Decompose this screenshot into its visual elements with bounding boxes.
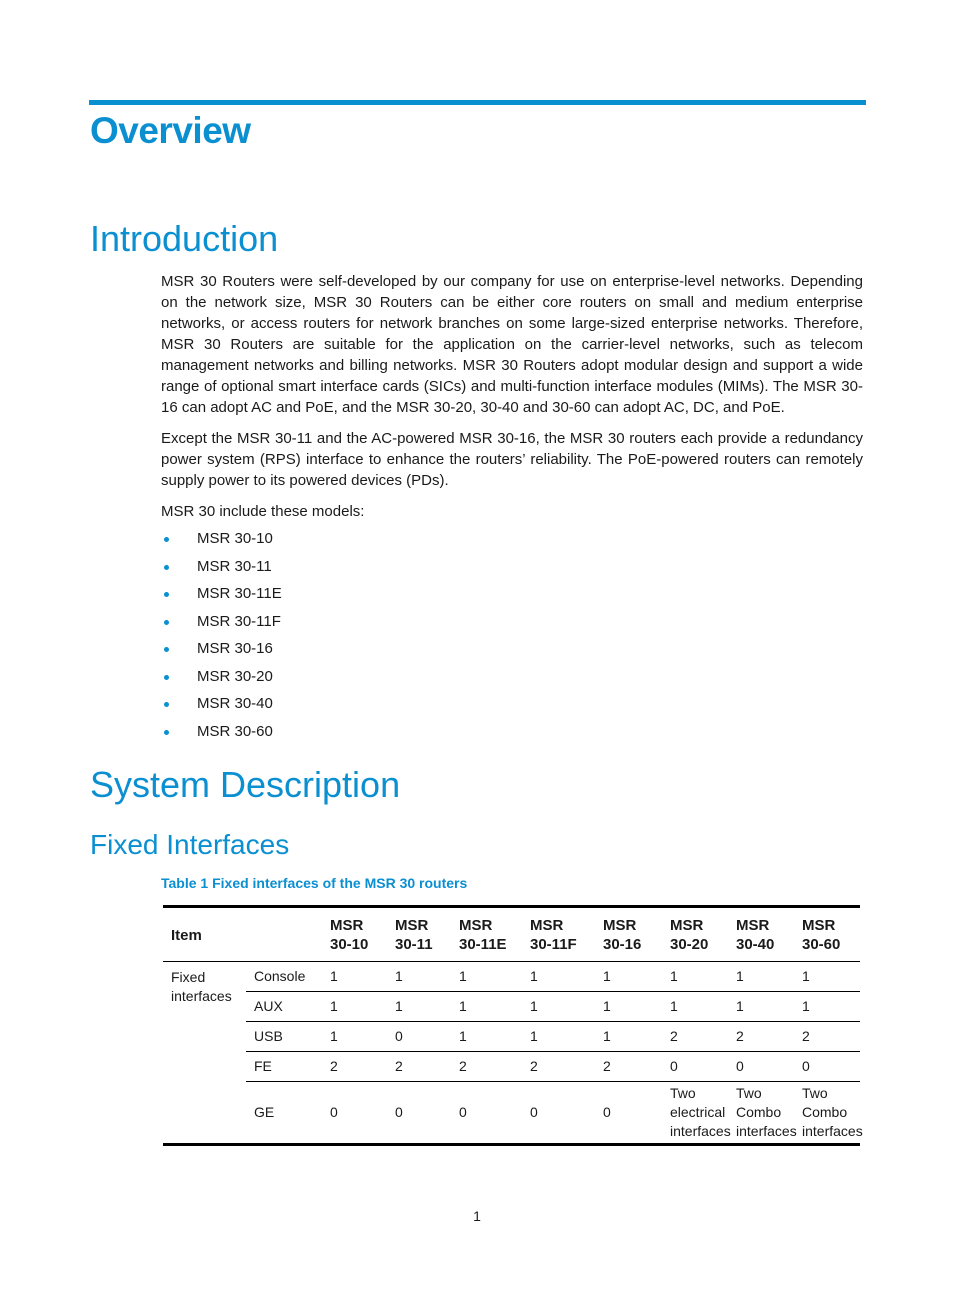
bullet-icon xyxy=(164,537,169,542)
table-header-row xyxy=(163,907,860,962)
table-cell: 1 xyxy=(595,1022,662,1052)
table-cell: 1 xyxy=(451,992,522,1022)
header-model: MSR 30-11F xyxy=(522,907,595,962)
header-model: MSR 30-40 xyxy=(728,907,794,962)
intro-paragraph-3: MSR 30 include these models: xyxy=(161,503,365,520)
table-cell: 1 xyxy=(387,992,451,1022)
table-cell: 1 xyxy=(322,992,387,1022)
table-cell: 1 xyxy=(451,962,522,992)
table-cell: 1 xyxy=(322,1022,387,1052)
header-model: MSR 30-16 xyxy=(595,907,662,962)
table-cell: 1 xyxy=(728,962,794,992)
table-cell: 1 xyxy=(794,962,860,992)
list-item: MSR 30-11 xyxy=(161,555,282,583)
table-cell: 1 xyxy=(522,962,595,992)
table-cell: 2 xyxy=(662,1022,728,1052)
header-item: Item xyxy=(163,907,322,962)
header-model: MSR 30-20 xyxy=(662,907,728,962)
table-cell: 0 xyxy=(794,1052,860,1082)
table-cell: 2 xyxy=(451,1052,522,1082)
subsection-title-fixed-interfaces: Fixed Interfaces xyxy=(90,829,290,860)
table-row xyxy=(163,1022,860,1052)
table-cell: 1 xyxy=(794,992,860,1022)
row-label: USB xyxy=(246,1022,322,1052)
bullet-icon xyxy=(164,592,169,597)
chapter-rule xyxy=(89,100,866,105)
table-cell: 0 xyxy=(728,1052,794,1082)
table-cell: 1 xyxy=(662,962,728,992)
bullet-icon xyxy=(164,730,169,735)
row-label: AUX xyxy=(246,992,322,1022)
intro-paragraph-2: Except the MSR 30-11 and the AC-powered MSR 30-16, the MSR 30 routers each provide a redundancy power system (RPS) interface to enhance the routers’ reliability. The PoE-powered routers can remotely supply power to its powered devices (PDs). xyxy=(161,430,863,489)
table-cell: 1 xyxy=(522,992,595,1022)
table-cell: 1 xyxy=(387,962,451,992)
header-model: MSR 30-11 xyxy=(387,907,451,962)
bullet-icon xyxy=(164,620,169,625)
bullet-icon xyxy=(164,702,169,707)
bullet-icon xyxy=(164,647,169,652)
table-cell: 2 xyxy=(387,1052,451,1082)
list-item: MSR 30-40 xyxy=(161,692,282,720)
table-row xyxy=(163,962,860,992)
group-label: Fixed interfaces xyxy=(163,962,246,1145)
table-cell: Two Combo interfaces xyxy=(794,1082,860,1145)
bullet-icon xyxy=(164,565,169,570)
table-cell: 1 xyxy=(595,962,662,992)
list-item: MSR 30-60 xyxy=(161,720,282,748)
table-cell: 0 xyxy=(387,1082,451,1145)
table-cell: 0 xyxy=(451,1082,522,1145)
header-model: MSR 30-10 xyxy=(322,907,387,962)
table-cell: 2 xyxy=(728,1022,794,1052)
section-title-introduction: Introduction xyxy=(90,218,279,259)
list-item: MSR 30-11F xyxy=(161,610,282,638)
table-cell: 2 xyxy=(794,1022,860,1052)
bullet-icon xyxy=(164,675,169,680)
table-cell: 2 xyxy=(595,1052,662,1082)
row-label: GE xyxy=(246,1082,322,1145)
table-row xyxy=(163,1082,860,1145)
chapter-title: Overview xyxy=(90,110,251,151)
table-cell: 1 xyxy=(662,992,728,1022)
intro-paragraph-1: MSR 30 Routers were self-developed by our company for use on enterprise-level networks. Depending on the network size, MSR 30 Routers can be either core routers on small and medium enterprise networks, or access routers for network branches on some large-sized enterprise networks. Therefore, MSR 30 Routers are suitable for the application on the carrier-level networks, such as telecom management networks and billing networks. MSR 30 Routers adopt modular design and support a wide range of optional smart interface cards (SICs) and multi-function interface modules (MIMs). The MSR 30-16 can adopt AC and PoE, and the MSR 30-20, 30-40 and 30-60 can adopt AC, DC, and PoE. xyxy=(161,273,863,416)
table-cell: Two electrical interfaces xyxy=(662,1082,728,1145)
model-list xyxy=(161,527,282,747)
table-cell: 1 xyxy=(595,992,662,1022)
table-row xyxy=(163,992,860,1022)
row-label: FE xyxy=(246,1052,322,1082)
table-cell: 1 xyxy=(322,962,387,992)
table-cell: 1 xyxy=(728,992,794,1022)
list-item: MSR 30-20 xyxy=(161,665,282,693)
table-cell: 0 xyxy=(322,1082,387,1145)
table-caption: Table 1 Fixed interfaces of the MSR 30 routers xyxy=(161,875,468,891)
table-cell: 2 xyxy=(522,1052,595,1082)
table-cell: 0 xyxy=(595,1082,662,1145)
table-cell: 0 xyxy=(522,1082,595,1145)
section-title-system-description: System Description xyxy=(90,764,401,805)
list-item: MSR 30-10 xyxy=(161,527,282,555)
table-row xyxy=(163,1052,860,1082)
header-model: MSR 30-60 xyxy=(794,907,860,962)
header-model: MSR 30-11E xyxy=(451,907,522,962)
list-item: MSR 30-16 xyxy=(161,637,282,665)
row-label: Console xyxy=(246,962,322,992)
table-cell: 0 xyxy=(662,1052,728,1082)
table-cell: 1 xyxy=(522,1022,595,1052)
fixed-interfaces-table xyxy=(163,905,863,1146)
table-cell: 2 xyxy=(322,1052,387,1082)
table-cell: Two Combo interfaces xyxy=(728,1082,794,1145)
list-item: MSR 30-11E xyxy=(161,582,282,610)
table-cell: 1 xyxy=(451,1022,522,1052)
page-number: 1 xyxy=(473,1208,481,1224)
table-cell: 0 xyxy=(387,1022,451,1052)
